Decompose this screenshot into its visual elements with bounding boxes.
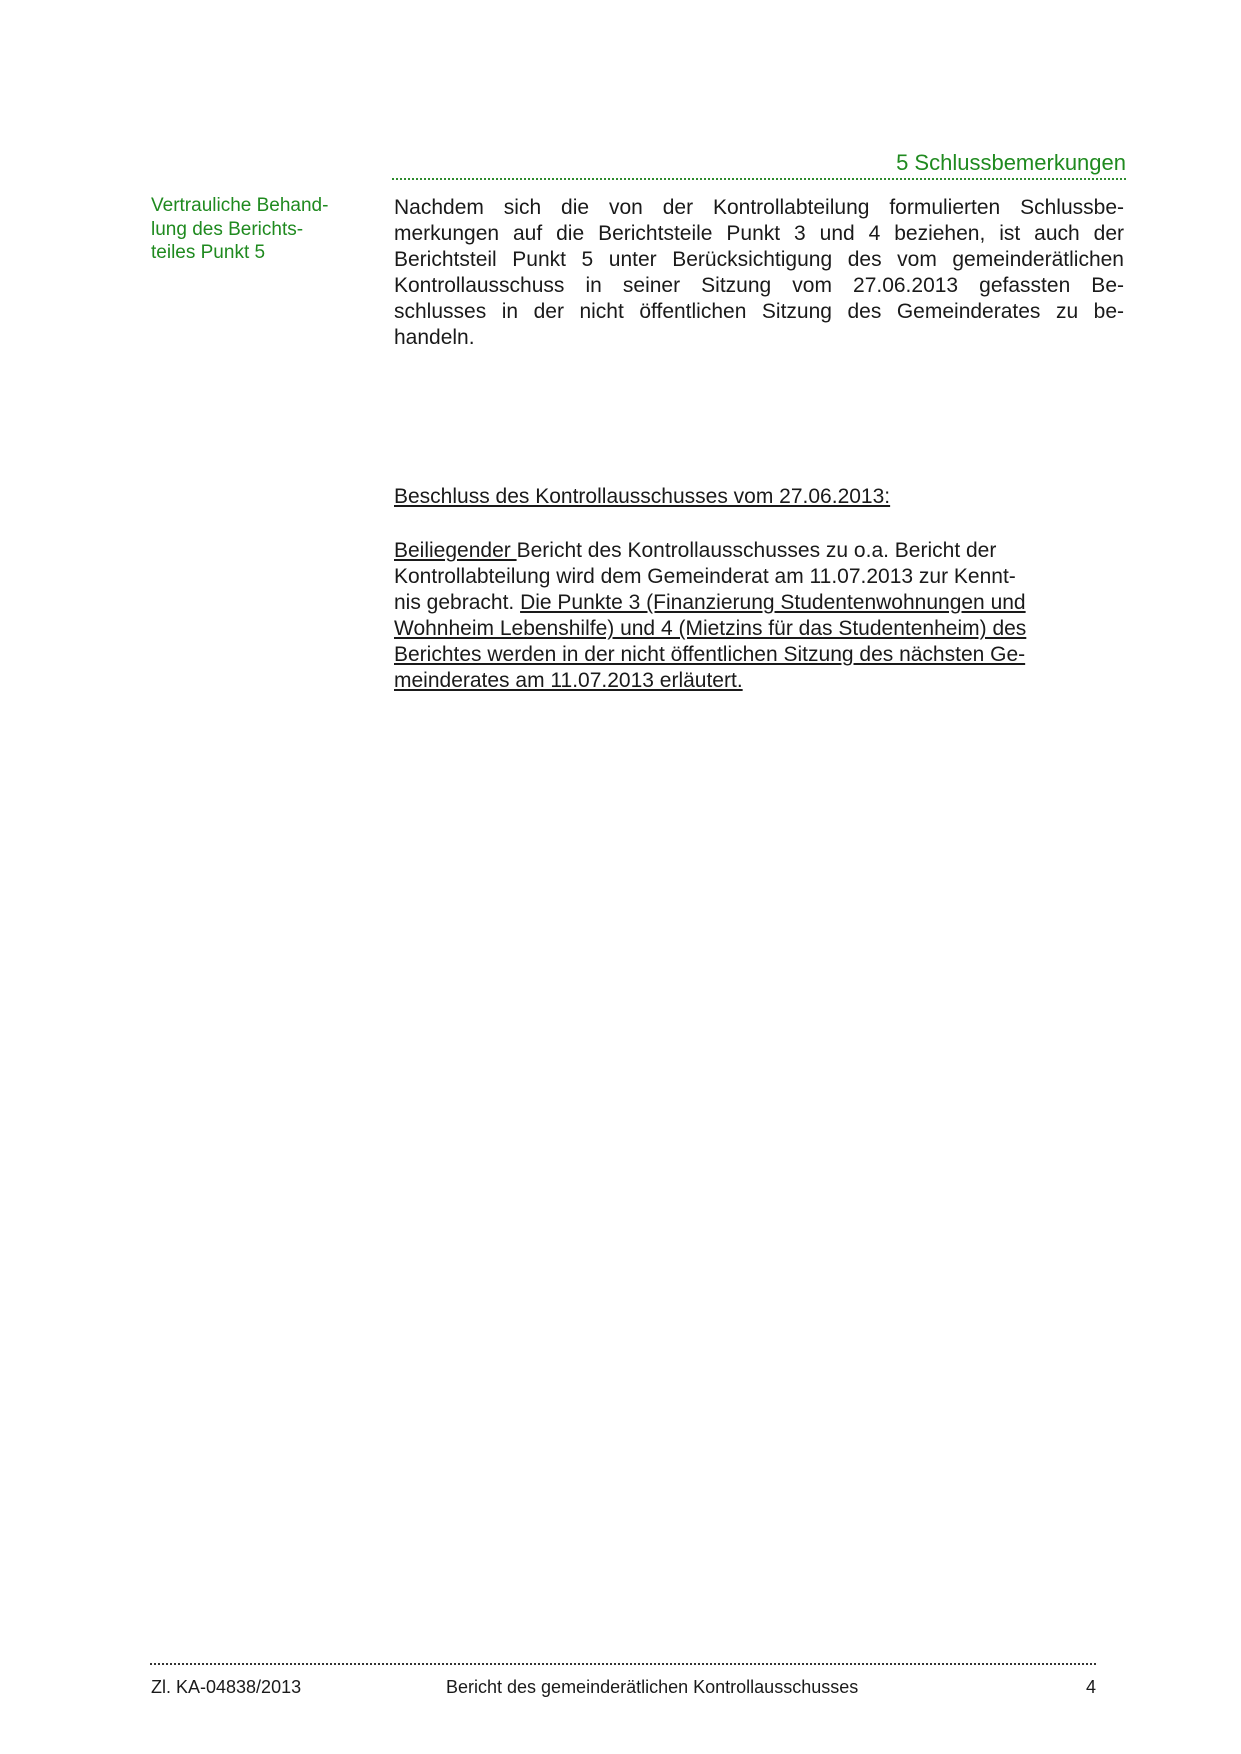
resolution-line: Kontrollabteilung wird dem Gemeinderat am 11.07.2013 zur Kennt- <box>394 565 1016 588</box>
paragraph-closing-remarks <box>394 195 1124 351</box>
resolution-line: Berichtes werden in der nicht öffentlichen Sitzung des nächsten Ge- <box>394 643 1026 666</box>
resolution-title: Beschluss des Kontrollausschusses vom 27.06.2013: <box>394 485 891 508</box>
footer-title: Bericht des gemeinderätlichen Kontrollausschusses <box>446 1677 859 1697</box>
plain-text: nis gebracht. <box>394 591 521 614</box>
footer-reference: Zl. KA-04838/2013 <box>151 1677 302 1697</box>
paragraph-line: schlusses in der nicht öffentlichen Sitzung des Gemeinderates zu be- <box>394 300 1124 323</box>
resolution-line <box>394 538 1094 564</box>
paragraph-line: handeln. <box>394 326 475 349</box>
section-heading: 5 Schlussbemerkungen <box>896 150 1126 175</box>
resolution-line: Wohnheim Lebenshilfe) und 4 (Mietzins für das Studentenheim) des <box>394 617 1027 640</box>
paragraph-line: merkungen auf die Berichtsteile Punkt 3 und 4 beziehen, ist auch der <box>394 222 1124 245</box>
underlined-text: meinderates am 11.07.2013 erläutert. <box>394 669 743 692</box>
resolution-line <box>394 668 1094 694</box>
underlined-text: Die Punkte 3 (Finanzierung Studentenwohnungen und <box>520 591 1026 614</box>
resolution-line <box>394 590 1094 616</box>
paragraph-line: Berichtsteil Punkt 5 unter Berücksichtigung des vom gemeinderätlichen <box>394 248 1124 271</box>
footer-divider <box>150 1663 1096 1665</box>
section-divider <box>392 178 1126 180</box>
plain-text: Bericht des Kontrollausschusses zu o.a. Bericht der <box>516 539 997 562</box>
page-number: 4 <box>1086 1677 1097 1697</box>
margin-note: Vertrauliche Behand- lung des Berichts- teiles Punkt 5 <box>151 195 329 263</box>
underlined-text: Beiliegender <box>394 539 517 562</box>
paragraph-line: Kontrollausschuss in seiner Sitzung vom 27.06.2013 gefassten Be- <box>394 274 1124 297</box>
resolution-body <box>394 538 1094 694</box>
paragraph-line: Nachdem sich die von der Kontrollabteilung formulierten Schlussbe- <box>394 196 1124 219</box>
